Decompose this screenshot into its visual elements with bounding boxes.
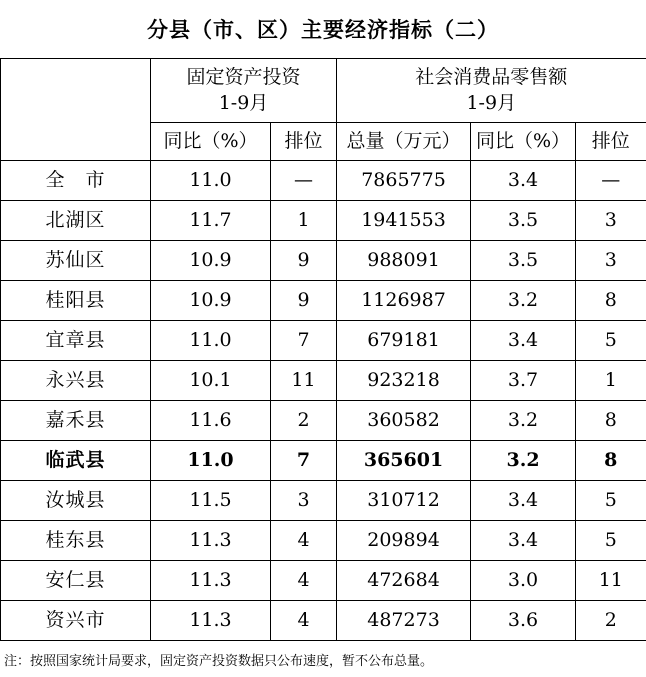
consumption-yoy-cell: 3.0 <box>471 561 576 601</box>
consumption-rank-cell: 8 <box>576 281 646 321</box>
table-row <box>1 241 646 281</box>
consumption-total-cell: 360582 <box>337 401 471 441</box>
investment-rank-cell: 7 <box>271 321 337 361</box>
region-name-cell: 永兴县 <box>1 361 151 401</box>
header-consumption-rank: 排位 <box>576 123 646 161</box>
table-row <box>1 441 646 481</box>
region-name-cell: 临武县 <box>1 441 151 481</box>
investment-rank-cell: 4 <box>271 561 337 601</box>
consumption-yoy-cell: 3.4 <box>471 521 576 561</box>
consumption-total-cell: 1941553 <box>337 201 471 241</box>
consumption-rank-cell: 3 <box>576 201 646 241</box>
consumption-yoy-cell: 3.2 <box>471 401 576 441</box>
consumption-yoy-cell: 3.5 <box>471 201 576 241</box>
region-name-cell: 安仁县 <box>1 561 151 601</box>
region-name-cell: 北湖区 <box>1 201 151 241</box>
region-name-cell: 桂东县 <box>1 521 151 561</box>
header-group-consumption-title: 社会消费品零售额 <box>415 65 568 88</box>
consumption-yoy-cell: 3.7 <box>471 361 576 401</box>
consumption-rank-cell: 8 <box>576 441 646 481</box>
table-row <box>1 521 646 561</box>
header-investment-yoy: 同比（%） <box>151 123 271 161</box>
header-group-investment <box>151 59 337 123</box>
consumption-yoy-cell: 3.2 <box>471 441 576 481</box>
investment-rank-cell: 7 <box>271 441 337 481</box>
consumption-rank-cell: — <box>576 161 646 201</box>
header-group-investment-period: 1-9月 <box>218 91 269 114</box>
investment-rank-cell: 11 <box>271 361 337 401</box>
investment-yoy-cell: 11.0 <box>151 161 271 201</box>
consumption-total-cell: 472684 <box>337 561 471 601</box>
table-row <box>1 201 646 241</box>
consumption-total-cell: 679181 <box>337 321 471 361</box>
consumption-yoy-cell: 3.2 <box>471 281 576 321</box>
region-name-cell: 桂阳县 <box>1 281 151 321</box>
header-corner-cell <box>1 59 151 161</box>
header-row-groups <box>1 59 646 123</box>
investment-rank-cell: 4 <box>271 521 337 561</box>
consumption-rank-cell: 3 <box>576 241 646 281</box>
consumption-yoy-cell: 3.5 <box>471 241 576 281</box>
table-row <box>1 321 646 361</box>
header-group-consumption <box>337 59 646 123</box>
investment-yoy-cell: 11.7 <box>151 201 271 241</box>
investment-rank-cell: 9 <box>271 241 337 281</box>
investment-yoy-cell: 10.9 <box>151 281 271 321</box>
table-row <box>1 601 646 641</box>
consumption-rank-cell: 2 <box>576 601 646 641</box>
consumption-yoy-cell: 3.4 <box>471 481 576 521</box>
consumption-rank-cell: 5 <box>576 521 646 561</box>
investment-rank-cell: 1 <box>271 201 337 241</box>
consumption-total-cell: 365601 <box>337 441 471 481</box>
table-row <box>1 401 646 441</box>
consumption-rank-cell: 1 <box>576 361 646 401</box>
footnote: 注：按照国家统计局要求，固定资产投资数据只公布速度，暂不公布总量。 <box>4 654 434 669</box>
consumption-yoy-cell: 3.4 <box>471 161 576 201</box>
investment-yoy-cell: 11.6 <box>151 401 271 441</box>
header-group-investment-title: 固定资产投资 <box>186 65 301 88</box>
investment-rank-cell: 3 <box>271 481 337 521</box>
investment-yoy-cell: 11.3 <box>151 601 271 641</box>
consumption-total-cell: 209894 <box>337 521 471 561</box>
consumption-total-cell: 988091 <box>337 241 471 281</box>
investment-yoy-cell: 11.3 <box>151 521 271 561</box>
consumption-yoy-cell: 3.6 <box>471 601 576 641</box>
consumption-total-cell: 7865775 <box>337 161 471 201</box>
table-row <box>1 281 646 321</box>
consumption-rank-cell: 11 <box>576 561 646 601</box>
table-row <box>1 561 646 601</box>
investment-yoy-cell: 11.0 <box>151 441 271 481</box>
consumption-rank-cell: 5 <box>576 481 646 521</box>
consumption-yoy-cell: 3.4 <box>471 321 576 361</box>
header-consumption-total: 总量（万元） <box>337 123 471 161</box>
investment-yoy-cell: 11.0 <box>151 321 271 361</box>
investment-rank-cell: 2 <box>271 401 337 441</box>
region-name-cell: 嘉禾县 <box>1 401 151 441</box>
table-row <box>1 481 646 521</box>
region-name-cell: 宜章县 <box>1 321 151 361</box>
header-group-consumption-period: 1-9月 <box>466 91 517 114</box>
investment-rank-cell: 9 <box>271 281 337 321</box>
economic-indicators-table <box>0 58 646 641</box>
consumption-total-cell: 923218 <box>337 361 471 401</box>
header-investment-rank: 排位 <box>271 123 337 161</box>
investment-rank-cell: — <box>271 161 337 201</box>
region-name-cell: 资兴市 <box>1 601 151 641</box>
investment-yoy-cell: 10.9 <box>151 241 271 281</box>
consumption-total-cell: 487273 <box>337 601 471 641</box>
table-title: 分县（市、区）主要经济指标（二） <box>147 18 499 42</box>
investment-yoy-cell: 10.1 <box>151 361 271 401</box>
investment-yoy-cell: 11.5 <box>151 481 271 521</box>
region-name-cell: 苏仙区 <box>1 241 151 281</box>
investment-rank-cell: 4 <box>271 601 337 641</box>
region-name-cell: 全 市 <box>1 161 151 201</box>
consumption-total-cell: 1126987 <box>337 281 471 321</box>
header-consumption-yoy: 同比（%） <box>471 123 576 161</box>
investment-yoy-cell: 11.3 <box>151 561 271 601</box>
consumption-total-cell: 310712 <box>337 481 471 521</box>
region-name-cell: 汝城县 <box>1 481 151 521</box>
table-row <box>1 161 646 201</box>
table-row <box>1 361 646 401</box>
consumption-rank-cell: 8 <box>576 401 646 441</box>
consumption-rank-cell: 5 <box>576 321 646 361</box>
